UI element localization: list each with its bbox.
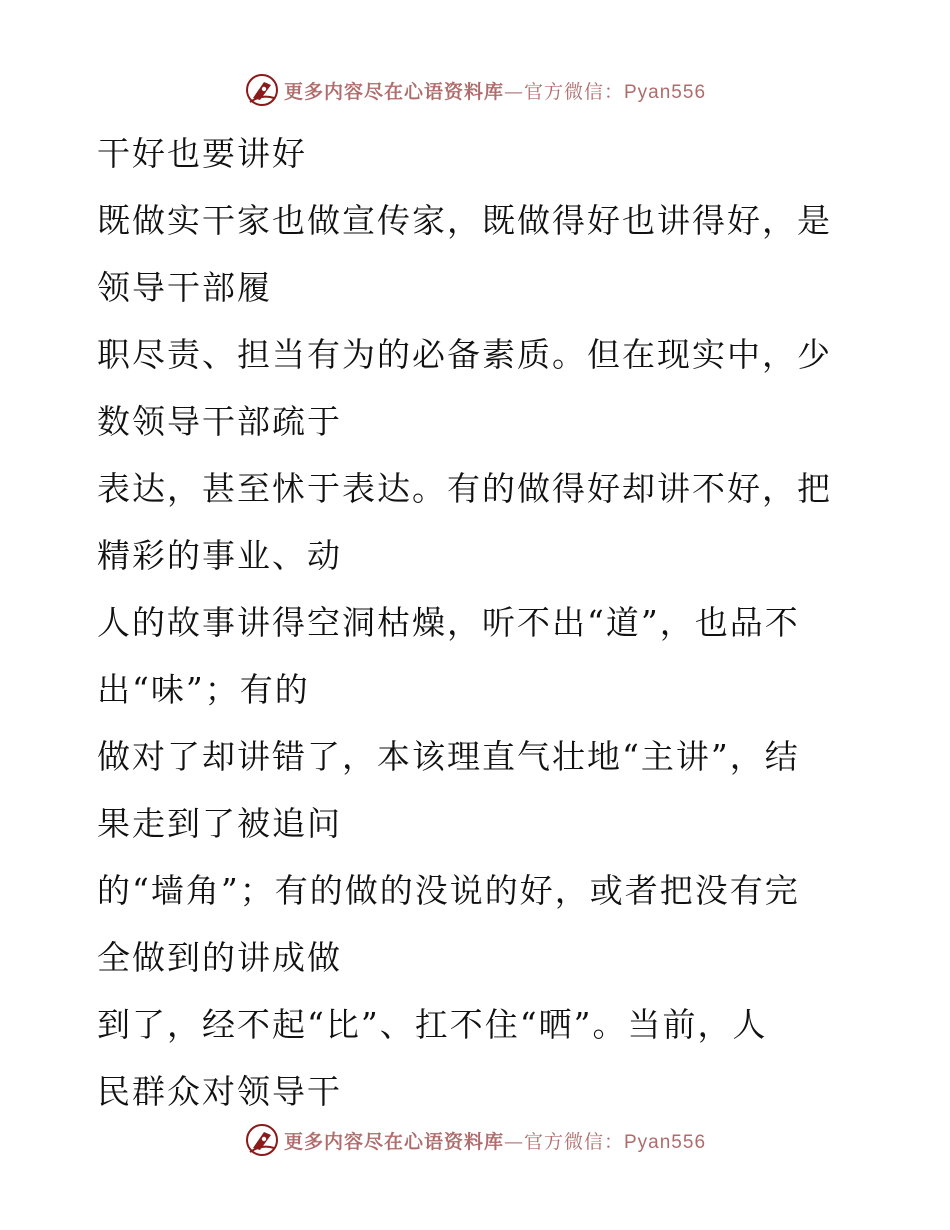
document-line: 既做实干家也做宣传家，既做得好也讲得好，是 <box>97 201 832 240</box>
document-body <box>97 120 837 1125</box>
header-banner-separator: — <box>503 80 524 103</box>
footer-watermark-text <box>284 1127 706 1154</box>
document-line: 的“墙角”；有的做的没说的好，或者把没有完 <box>97 871 800 910</box>
document-line: 出“味”；有的 <box>97 670 310 709</box>
footer-banner-wechat-label: 官方微信： <box>523 1130 624 1153</box>
document-line: 表达，甚至怵于表达。有的做得好却讲不好，把 <box>97 469 832 508</box>
document-line: 全做到的讲成做 <box>97 938 342 977</box>
pen-nib-logo-icon <box>244 1122 280 1158</box>
document-line: 干好也要讲好 <box>97 134 307 173</box>
document-line: 果走到了被追问 <box>97 804 342 843</box>
header-banner-main: 更多内容尽在心语资料库 <box>283 80 504 103</box>
footer-banner-main: 更多内容尽在心语资料库 <box>283 1130 504 1153</box>
document-line: 数领导干部疏于 <box>97 402 342 441</box>
document-line: 精彩的事业、动 <box>97 536 342 575</box>
document-line: 到了，经不起“比”、扛不住“晒”。当前，人 <box>97 1005 768 1044</box>
header-banner-account: Pyan556 <box>624 81 707 103</box>
document-line: 做对了却讲错了，本该理直气壮地“主讲”，结 <box>97 737 800 776</box>
footer-watermark <box>0 1120 950 1160</box>
header-watermark <box>0 70 950 110</box>
footer-banner-account: Pyan556 <box>624 1131 707 1153</box>
header-banner-wechat-label: 官方微信： <box>523 80 624 103</box>
document-line: 职尽责、担当有为的必备素质。但在现实中，少 <box>97 335 832 374</box>
document-line: 民群众对领导干 <box>97 1072 342 1111</box>
header-watermark-text <box>284 77 706 104</box>
document-line: 人的故事讲得空洞枯燥，听不出“道”，也品不 <box>97 603 800 642</box>
footer-banner-separator: — <box>503 1130 524 1153</box>
document-line: 领导干部履 <box>97 268 272 307</box>
pen-nib-logo-icon <box>244 72 280 108</box>
